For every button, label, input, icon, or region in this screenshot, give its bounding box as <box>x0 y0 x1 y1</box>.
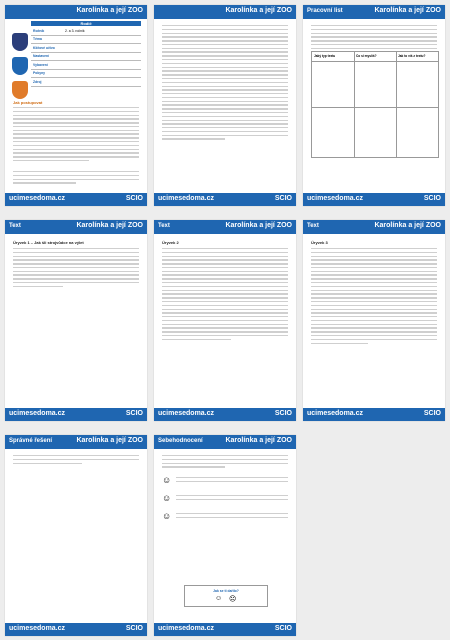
logo-icon <box>12 81 28 99</box>
criterion-text <box>176 513 288 521</box>
page-footer: ucimesedoma.cz SCIO <box>5 408 147 421</box>
column-header: Co si myslíš? <box>356 54 377 58</box>
page-footer: ucimesedoma.cz SCIO <box>303 408 445 421</box>
page-header: Pracovní list Karolínka a její ZOO <box>303 5 445 19</box>
thumbs-up-icon[interactable]: ☺ <box>162 511 172 521</box>
page-6-text <box>303 220 445 421</box>
body-text <box>13 107 139 164</box>
body-text <box>162 25 288 142</box>
page-2-instructions <box>154 5 296 206</box>
page-header: Správné řešení Karolínka a její ZOO <box>5 435 147 449</box>
criterion-text <box>176 495 288 503</box>
page-title: Karolínka a její ZOO <box>76 7 143 14</box>
thumbs-down-icon[interactable]: ☹ <box>229 596 237 603</box>
body-text <box>13 455 139 466</box>
page-footer: ucimesedoma.cz SCIO <box>154 408 296 421</box>
rating-caption: Jak se ti dařilo? <box>213 589 239 593</box>
thumbs-up-icon[interactable]: ☺ <box>162 493 172 503</box>
body-text <box>162 455 288 470</box>
body-text <box>13 171 139 186</box>
excerpt-heading: Úryvek 3 <box>311 240 328 245</box>
page-header: Text Karolínka a její ZOO <box>5 220 147 234</box>
logo-icon <box>12 33 28 51</box>
section-heading: Jak postupovat <box>13 100 43 105</box>
page-5-text <box>154 220 296 421</box>
table-row: Klíčové učivo <box>31 44 141 53</box>
column-header: Jaký typ textu <box>314 54 336 58</box>
body-text <box>162 248 288 343</box>
thumbs-up-icon[interactable]: ☺ <box>162 475 172 485</box>
page-4-text <box>5 220 147 421</box>
page-8-self-assessment <box>154 435 296 636</box>
table-row: Téma <box>31 35 141 44</box>
page-7-solution <box>5 435 147 636</box>
page-header <box>5 5 147 19</box>
table-row: Vybavení <box>31 61 141 70</box>
column-header: Jak to víš z textu? <box>398 54 426 58</box>
parent-label: Rodič <box>31 21 141 26</box>
page-header: Karolínka a její ZOO <box>154 5 296 19</box>
page-footer: ucimesedoma.cz SCIO <box>5 623 147 636</box>
page-footer: ucimesedoma.cz SCIO <box>303 193 445 206</box>
body-text <box>13 248 139 290</box>
info-table <box>31 27 141 87</box>
body-text <box>311 248 437 346</box>
criterion-text <box>176 477 288 485</box>
table-row: Pokyny <box>31 69 141 78</box>
page-header: Text Karolínka a její ZOO <box>154 220 296 234</box>
worksheet-table[interactable] <box>311 51 439 158</box>
page-1-parent-info <box>5 5 147 206</box>
page-footer: ucimesedoma.cz SCIO <box>154 193 296 206</box>
table-row: Zdroj <box>31 78 141 87</box>
page-footer: ucimesedoma.cz SCIO <box>5 193 147 206</box>
table-row: Ročník 2. a 3. ročník <box>31 27 141 35</box>
page-header: Sebehodnocení Karolínka a její ZOO <box>154 435 296 449</box>
excerpt-heading: Úryvek 1 – Jak šli strojvůdce na výlet <box>13 240 84 245</box>
rating-box[interactable] <box>184 585 268 607</box>
thumbs-up-icon[interactable]: ☺ <box>215 595 223 602</box>
page-header: Text Karolínka a její ZOO <box>303 220 445 234</box>
page-footer: ucimesedoma.cz SCIO <box>154 623 296 636</box>
page-3-worksheet <box>303 5 445 206</box>
table-row: Nastavení <box>31 52 141 61</box>
logo-icon <box>12 57 28 75</box>
excerpt-heading: Úryvek 2 <box>162 240 179 245</box>
